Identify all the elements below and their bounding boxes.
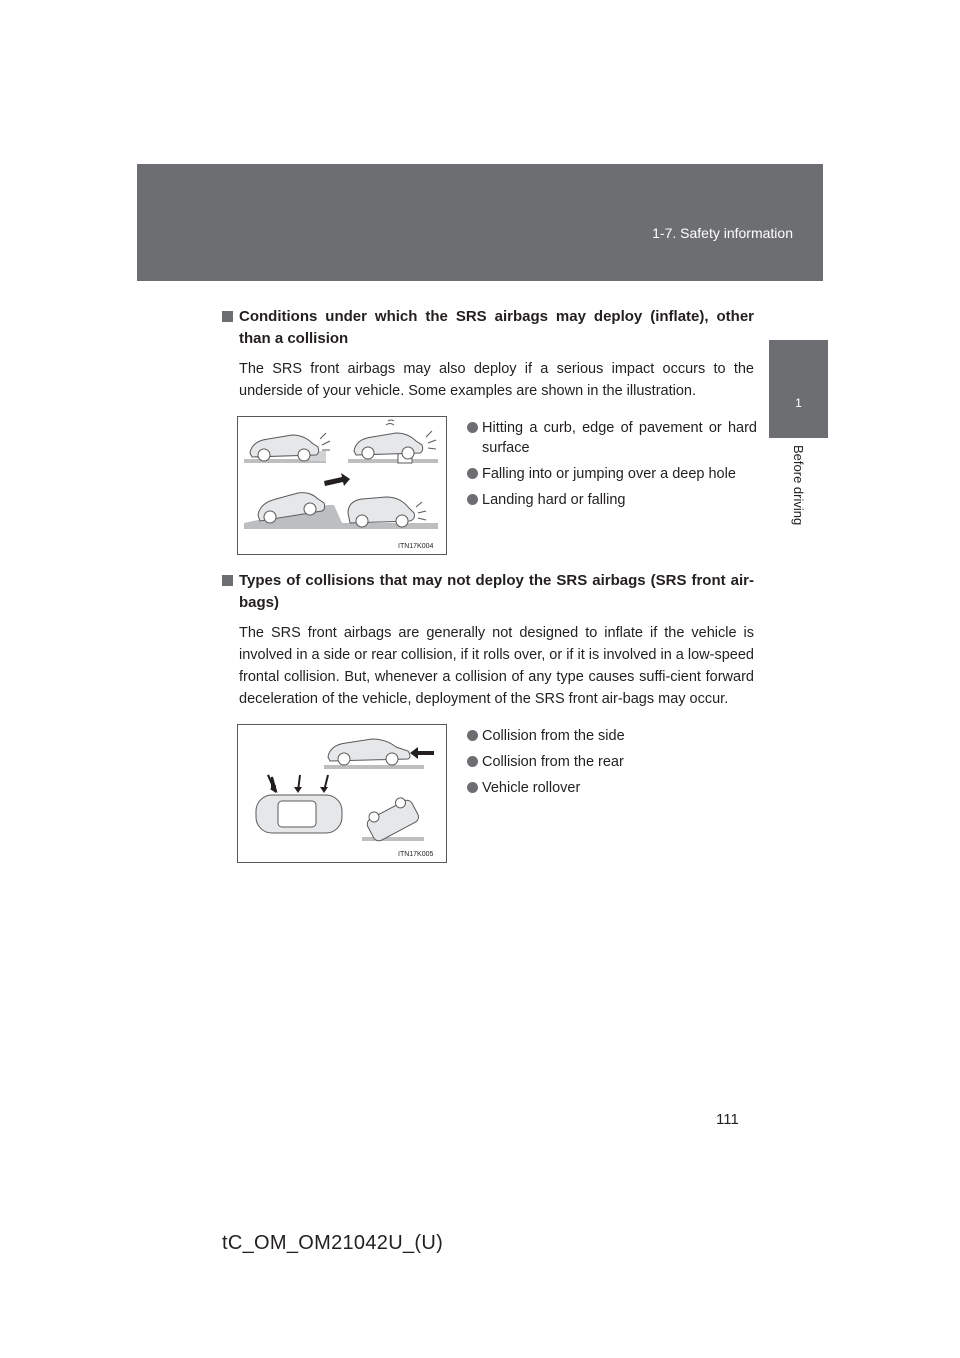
chapter-number: 1 — [795, 396, 802, 410]
illustration-underside-impacts — [237, 416, 447, 555]
document-code: tC_OM_OM21042U_(U) — [222, 1232, 444, 1254]
list-item: Collision from the side — [467, 726, 757, 746]
section-heading-deploy-conditions: Conditions under which the SRS airbags may deploy (inflate), other than a collision — [222, 306, 754, 350]
list-item: Hitting a curb, edge of pavement or hard surface — [467, 418, 757, 458]
figure-code-2: ITN17K005 — [398, 851, 434, 858]
underside-impact-svg — [238, 417, 446, 554]
page-number: 111 — [716, 1111, 739, 1128]
illustration-non-deploy-collisions — [237, 724, 447, 863]
figure-code-1: ITN17K004 — [398, 543, 434, 550]
section-body-non-deploy: The SRS front airbags are generally not designed to inflate if the vehicle is involved in a side or rear collision, if it rolls over, or if it is involved in a low-speed frontal collision. But, whenever a collision of any type causes suffi-cient forward deceleration of the vehicle, deployment of the SRS front air-bags may occur. — [239, 625, 754, 707]
deploy-conditions-list — [467, 418, 757, 516]
list-item: Collision from the rear — [467, 752, 757, 772]
list-item: Vehicle rollover — [467, 778, 757, 798]
figure-row-non-deploy — [237, 724, 754, 864]
list-item: Landing hard or falling — [467, 490, 757, 510]
page-content — [222, 306, 757, 864]
chapter-label: Before driving — [791, 445, 806, 526]
round-bullet-icon — [467, 494, 478, 505]
square-bullet-icon — [222, 575, 233, 586]
round-bullet-icon — [467, 782, 478, 793]
chapter-tab — [769, 340, 828, 438]
section-heading-non-deploy: Types of collisions that may not deploy the SRS airbags (SRS front air-bags) — [222, 570, 754, 614]
figure-row-deploy — [237, 416, 757, 556]
section-label: 1-7. Safety information — [652, 225, 793, 241]
section-body-deploy-conditions: The SRS front airbags may also deploy if a serious impact occurs to the underside of your vehicle. Some examples are shown in the illustration. — [239, 361, 754, 399]
non-deploy-list — [467, 726, 757, 804]
round-bullet-icon — [467, 422, 478, 433]
round-bullet-icon — [467, 756, 478, 767]
round-bullet-icon — [467, 730, 478, 741]
list-item: Falling into or jumping over a deep hole — [467, 464, 757, 484]
header-band — [137, 164, 823, 281]
round-bullet-icon — [467, 468, 478, 479]
square-bullet-icon — [222, 311, 233, 322]
non-deploy-svg — [238, 725, 446, 862]
